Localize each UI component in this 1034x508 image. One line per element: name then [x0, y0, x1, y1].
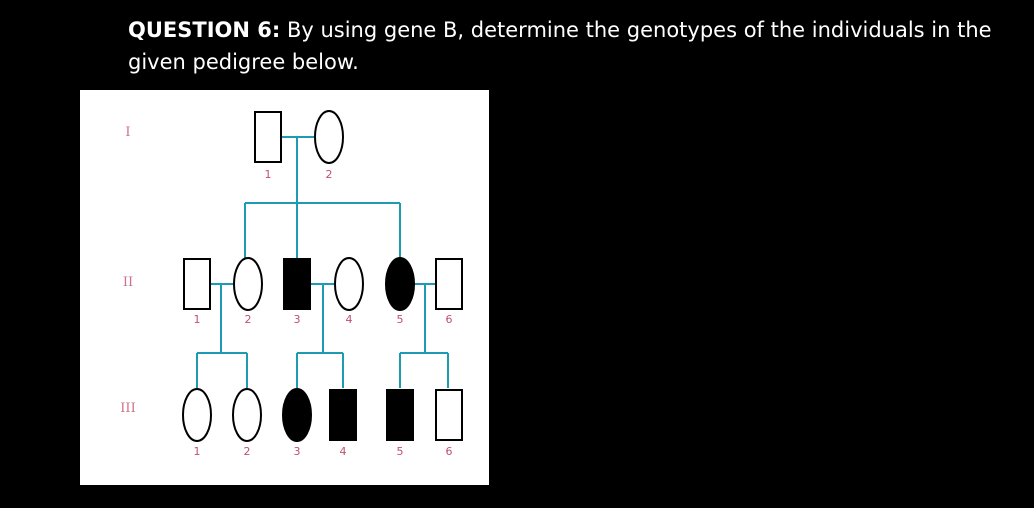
individual-number-iii-3: 3 [293, 445, 301, 458]
individual-i-2-circle [315, 111, 343, 163]
individual-number-iii-5: 5 [396, 445, 404, 458]
individual-number-i-2: 2 [325, 168, 333, 181]
individual-number-iii-6: 6 [445, 445, 453, 458]
individual-iii-1-circle [183, 389, 211, 441]
individual-iii-2-circle [233, 389, 261, 441]
question-label: QUESTION 6: [128, 18, 281, 42]
question-text [128, 14, 1024, 78]
pedigree-svg [80, 90, 489, 485]
individual-number-i-1: 1 [264, 168, 272, 181]
individual-number-ii-5: 5 [396, 313, 404, 326]
generation-label-1: I [125, 125, 131, 140]
individual-i-1-square [255, 112, 281, 162]
individual-number-iii-2: 2 [243, 445, 251, 458]
generation-label-2: II [122, 275, 134, 290]
individual-ii-1-square [184, 259, 210, 309]
generation-label-3: III [120, 401, 136, 416]
individual-ii-6-square [436, 259, 462, 309]
individual-number-ii-4: 4 [345, 313, 353, 326]
individual-ii-3-square [284, 259, 310, 309]
individual-number-ii-2: 2 [244, 313, 252, 326]
individual-number-iii-4: 4 [339, 445, 347, 458]
individual-number-ii-6: 6 [445, 313, 453, 326]
pedigree-chart [80, 90, 489, 485]
individual-iii-4-square [330, 390, 356, 440]
question-body: By using gene B, determine the genotypes of the individuals in the given pedigree below. [128, 18, 992, 74]
individual-ii-4-circle [335, 258, 363, 310]
individual-ii-5-circle [386, 258, 414, 310]
individual-number-ii-3: 3 [293, 313, 301, 326]
individual-number-ii-1: 1 [193, 313, 201, 326]
individual-number-iii-1: 1 [193, 445, 201, 458]
individual-iii-5-square [387, 390, 413, 440]
individual-ii-2-circle [234, 258, 262, 310]
individual-iii-3-circle [283, 389, 311, 441]
individual-iii-6-square [436, 390, 462, 440]
